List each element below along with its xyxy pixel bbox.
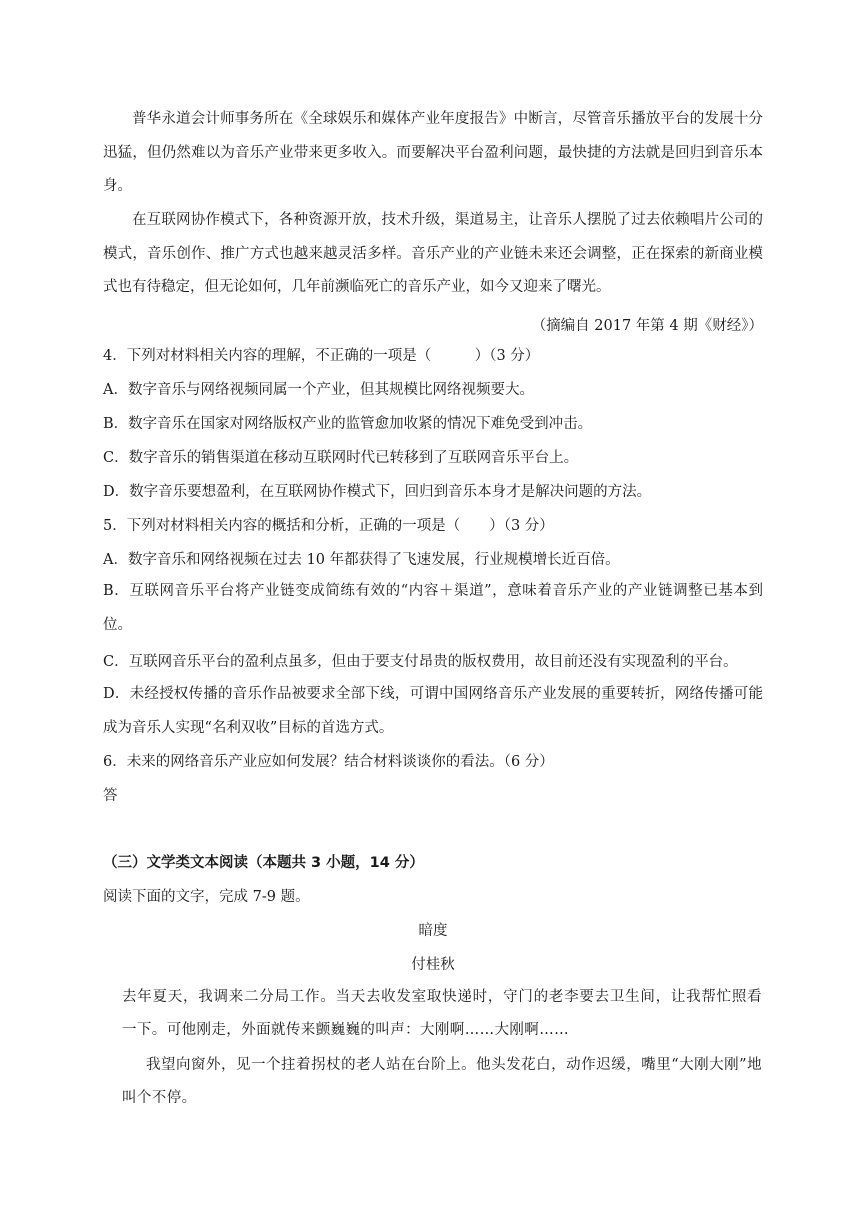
answer-label: 答 (103, 788, 118, 804)
question-4-stem: 4．下列对材料相关内容的理解，不正确的一项是（ ）（3 分） (103, 348, 540, 364)
question-5-option-a: A．数字音乐和网络视频在过去 10 年都获得了飞速发展，行业规模增长近百倍。 (103, 552, 620, 568)
passage-paragraph-2: 在互联网协作模式下，各种资源开放，技术升级，渠道易主，让音乐人摆脱了过去依赖唱片公司的模式，音乐创作、推广方式也越来越灵活多样。音乐产业的产业链未来还会调整，正在探索的新商业模式也有待稳定，但无论如何，几年前濒临死亡的音乐产业，如今又迎来了曙光。 (103, 212, 763, 295)
question-5-option-d: D．未经授权传播的音乐作品被要求全部下线，可谓中国网络音乐产业发展的重要转折，网络传播可能成为音乐人实现“名利双收”目标的首选方式。 (103, 686, 763, 736)
question-6-stem: 6．未来的网络音乐产业应如何发展？结合材料谈谈你的看法。（6 分） (103, 754, 554, 770)
passage-paragraph-1: 普华永道会计师事务所在《全球娱乐和媒体产业年度报告》中断言，尽管音乐播放平台的发展十分迅猛，但仍然难以为音乐产业带来更多收入。而要解决平台盈利问题，最快捷的方法就是回归到音乐本身。 (103, 111, 763, 194)
question-4-option-d: D．数字音乐要想盈利，在互联网协作模式下，回归到音乐本身才是解决问题的方法。 (103, 484, 652, 500)
story-paragraph-2: 我望向窗外，见一个拄着拐杖的老人站在台阶上。他头发花白，动作迟缓，嘴里“大刚大刚”地叫个不停。 (122, 1057, 762, 1106)
story-author: 付桂秋 (411, 957, 455, 973)
story-title: 暗度 (418, 923, 448, 939)
section-instruction: 阅读下面的文字，完成 7-9 题。 (103, 889, 310, 905)
question-4-option-b: B．数字音乐在国家对网络版权产业的监管愈加收紧的情况下难免受到冲击。 (103, 416, 593, 432)
story-paragraph-1: 去年夏天，我调来二分局工作。当天去收发室取快递时，守门的老李要去卫生间，让我帮忙照看一下。可他刚走，外面就传来颤巍巍的叫声：大刚啊……大刚啊…… (122, 989, 762, 1038)
question-4-option-a: A．数字音乐与网络视频同属一个产业，但其规模比网络视频要大。 (103, 382, 534, 398)
question-5-option-c: C．互联网音乐平台的盈利点虽多，但由于要支付昂贵的版权费用，故目前还没有实现盈利的平台。 (103, 654, 738, 670)
question-5-option-b: B．互联网音乐平台将产业链变成简练有效的“内容＋渠道”，意味着音乐产业的产业链调整已基本到位。 (103, 583, 763, 633)
section-heading: （三）文学类文本阅读（本题共 3 小题，14 分） (103, 855, 424, 871)
question-5-stem: 5．下列对材料相关内容的概括和分析，正确的一项是（ ）（3 分） (103, 518, 554, 534)
question-4-option-c: C．数字音乐的销售渠道在移动互联网时代已转移到了互联网音乐平台上。 (103, 450, 579, 466)
passage-source: （摘编自 2017 年第 4 期《财经》） (531, 318, 763, 334)
